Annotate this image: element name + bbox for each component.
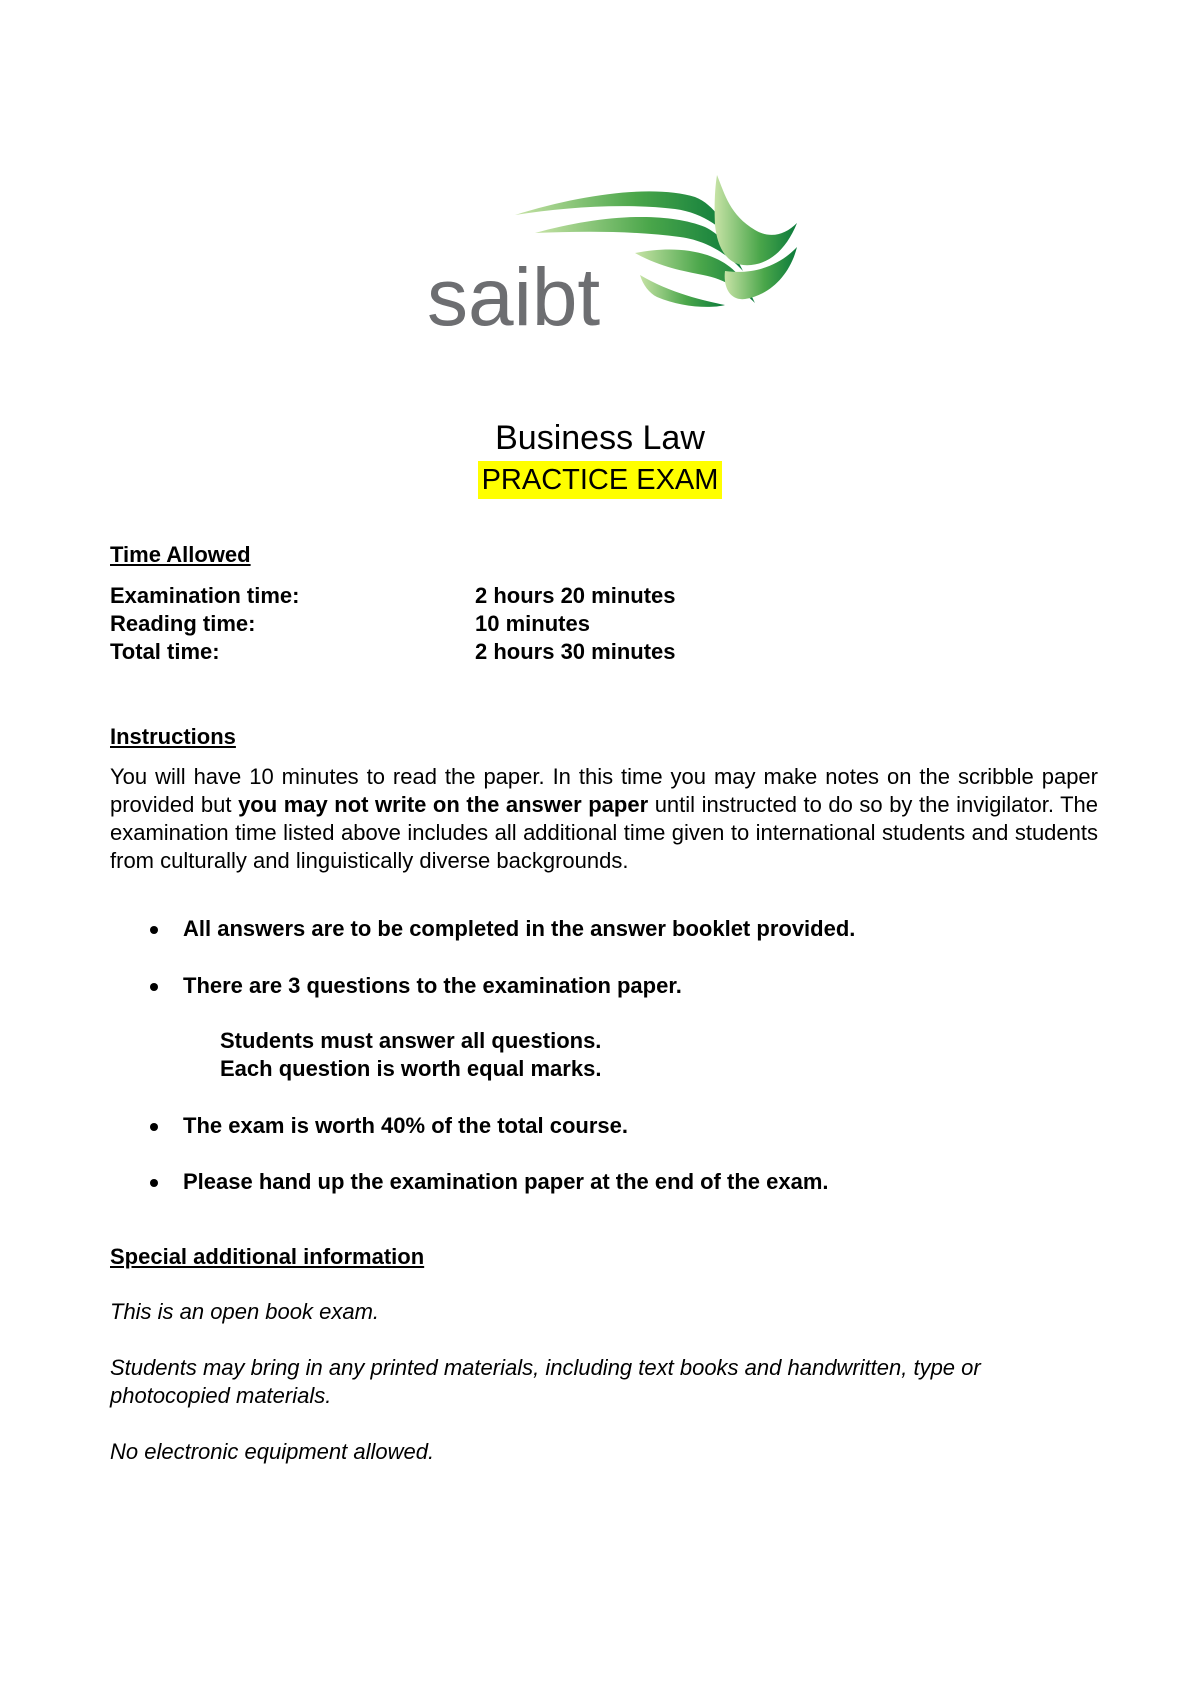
bullet-text: The exam is worth 40% of the total course. xyxy=(183,1113,628,1138)
saibt-logo xyxy=(425,175,815,335)
bullet-dot-icon xyxy=(150,926,158,934)
instructions-paragraph xyxy=(110,763,1098,875)
saibt-logo-text: saibt xyxy=(427,252,601,335)
bullet-dot-icon xyxy=(150,1123,158,1131)
reading-time-label: Reading time: xyxy=(110,611,256,636)
instructions-heading: Instructions xyxy=(110,724,236,749)
bullet-dot-icon xyxy=(150,983,158,991)
examination-time-label: Examination time: xyxy=(110,583,300,608)
examination-time-value: 2 hours 20 minutes xyxy=(475,583,676,608)
practice-exam-label: PRACTICE EXAM xyxy=(478,461,723,499)
swoosh-wing-top xyxy=(715,175,797,265)
sub-line-equal-marks: Each question is worth equal marks. xyxy=(220,1056,602,1081)
time-allowed-heading: Time Allowed xyxy=(110,542,251,567)
special-info-open-book: This is an open book exam. xyxy=(110,1299,380,1324)
reading-time-value: 10 minutes xyxy=(475,611,590,636)
special-info-materials: Students may bring in any printed materials, including text books and handwritten, type or photocopied materials. xyxy=(110,1355,981,1408)
instructions-text-part1: You will have 10 minutes to read the paper. In this time you may make notes on the scribble paper provided but xyxy=(110,764,1098,817)
sub-line-answer-all: Students must answer all questions. xyxy=(220,1028,602,1053)
swoosh-band-4 xyxy=(640,275,725,307)
saibt-logo-graphic xyxy=(425,175,815,335)
special-info-heading: Special additional information xyxy=(110,1244,425,1269)
subtitle-wrapper xyxy=(0,461,1200,499)
instructions-text-part2: until instructed to do so by the invigilator. The examination time listed above includes all additional time given to international students and students from culturally and linguistically diverse backgrounds. xyxy=(110,792,1098,873)
bullet-dot-icon xyxy=(150,1179,158,1187)
total-time-value: 2 hours 30 minutes xyxy=(475,639,676,664)
instructions-text-bold: you may not write on the answer paper xyxy=(238,792,649,817)
bullet-text: All answers are to be completed in the answer booklet provided. xyxy=(183,916,856,941)
total-time-label: Total time: xyxy=(110,639,220,664)
bullet-text: There are 3 questions to the examination paper. xyxy=(183,973,682,998)
special-info-no-electronics: No electronic equipment allowed. xyxy=(110,1439,435,1464)
bullet-text: Please hand up the examination paper at the end of the exam. xyxy=(183,1169,829,1194)
page-title: Business Law xyxy=(495,419,705,457)
